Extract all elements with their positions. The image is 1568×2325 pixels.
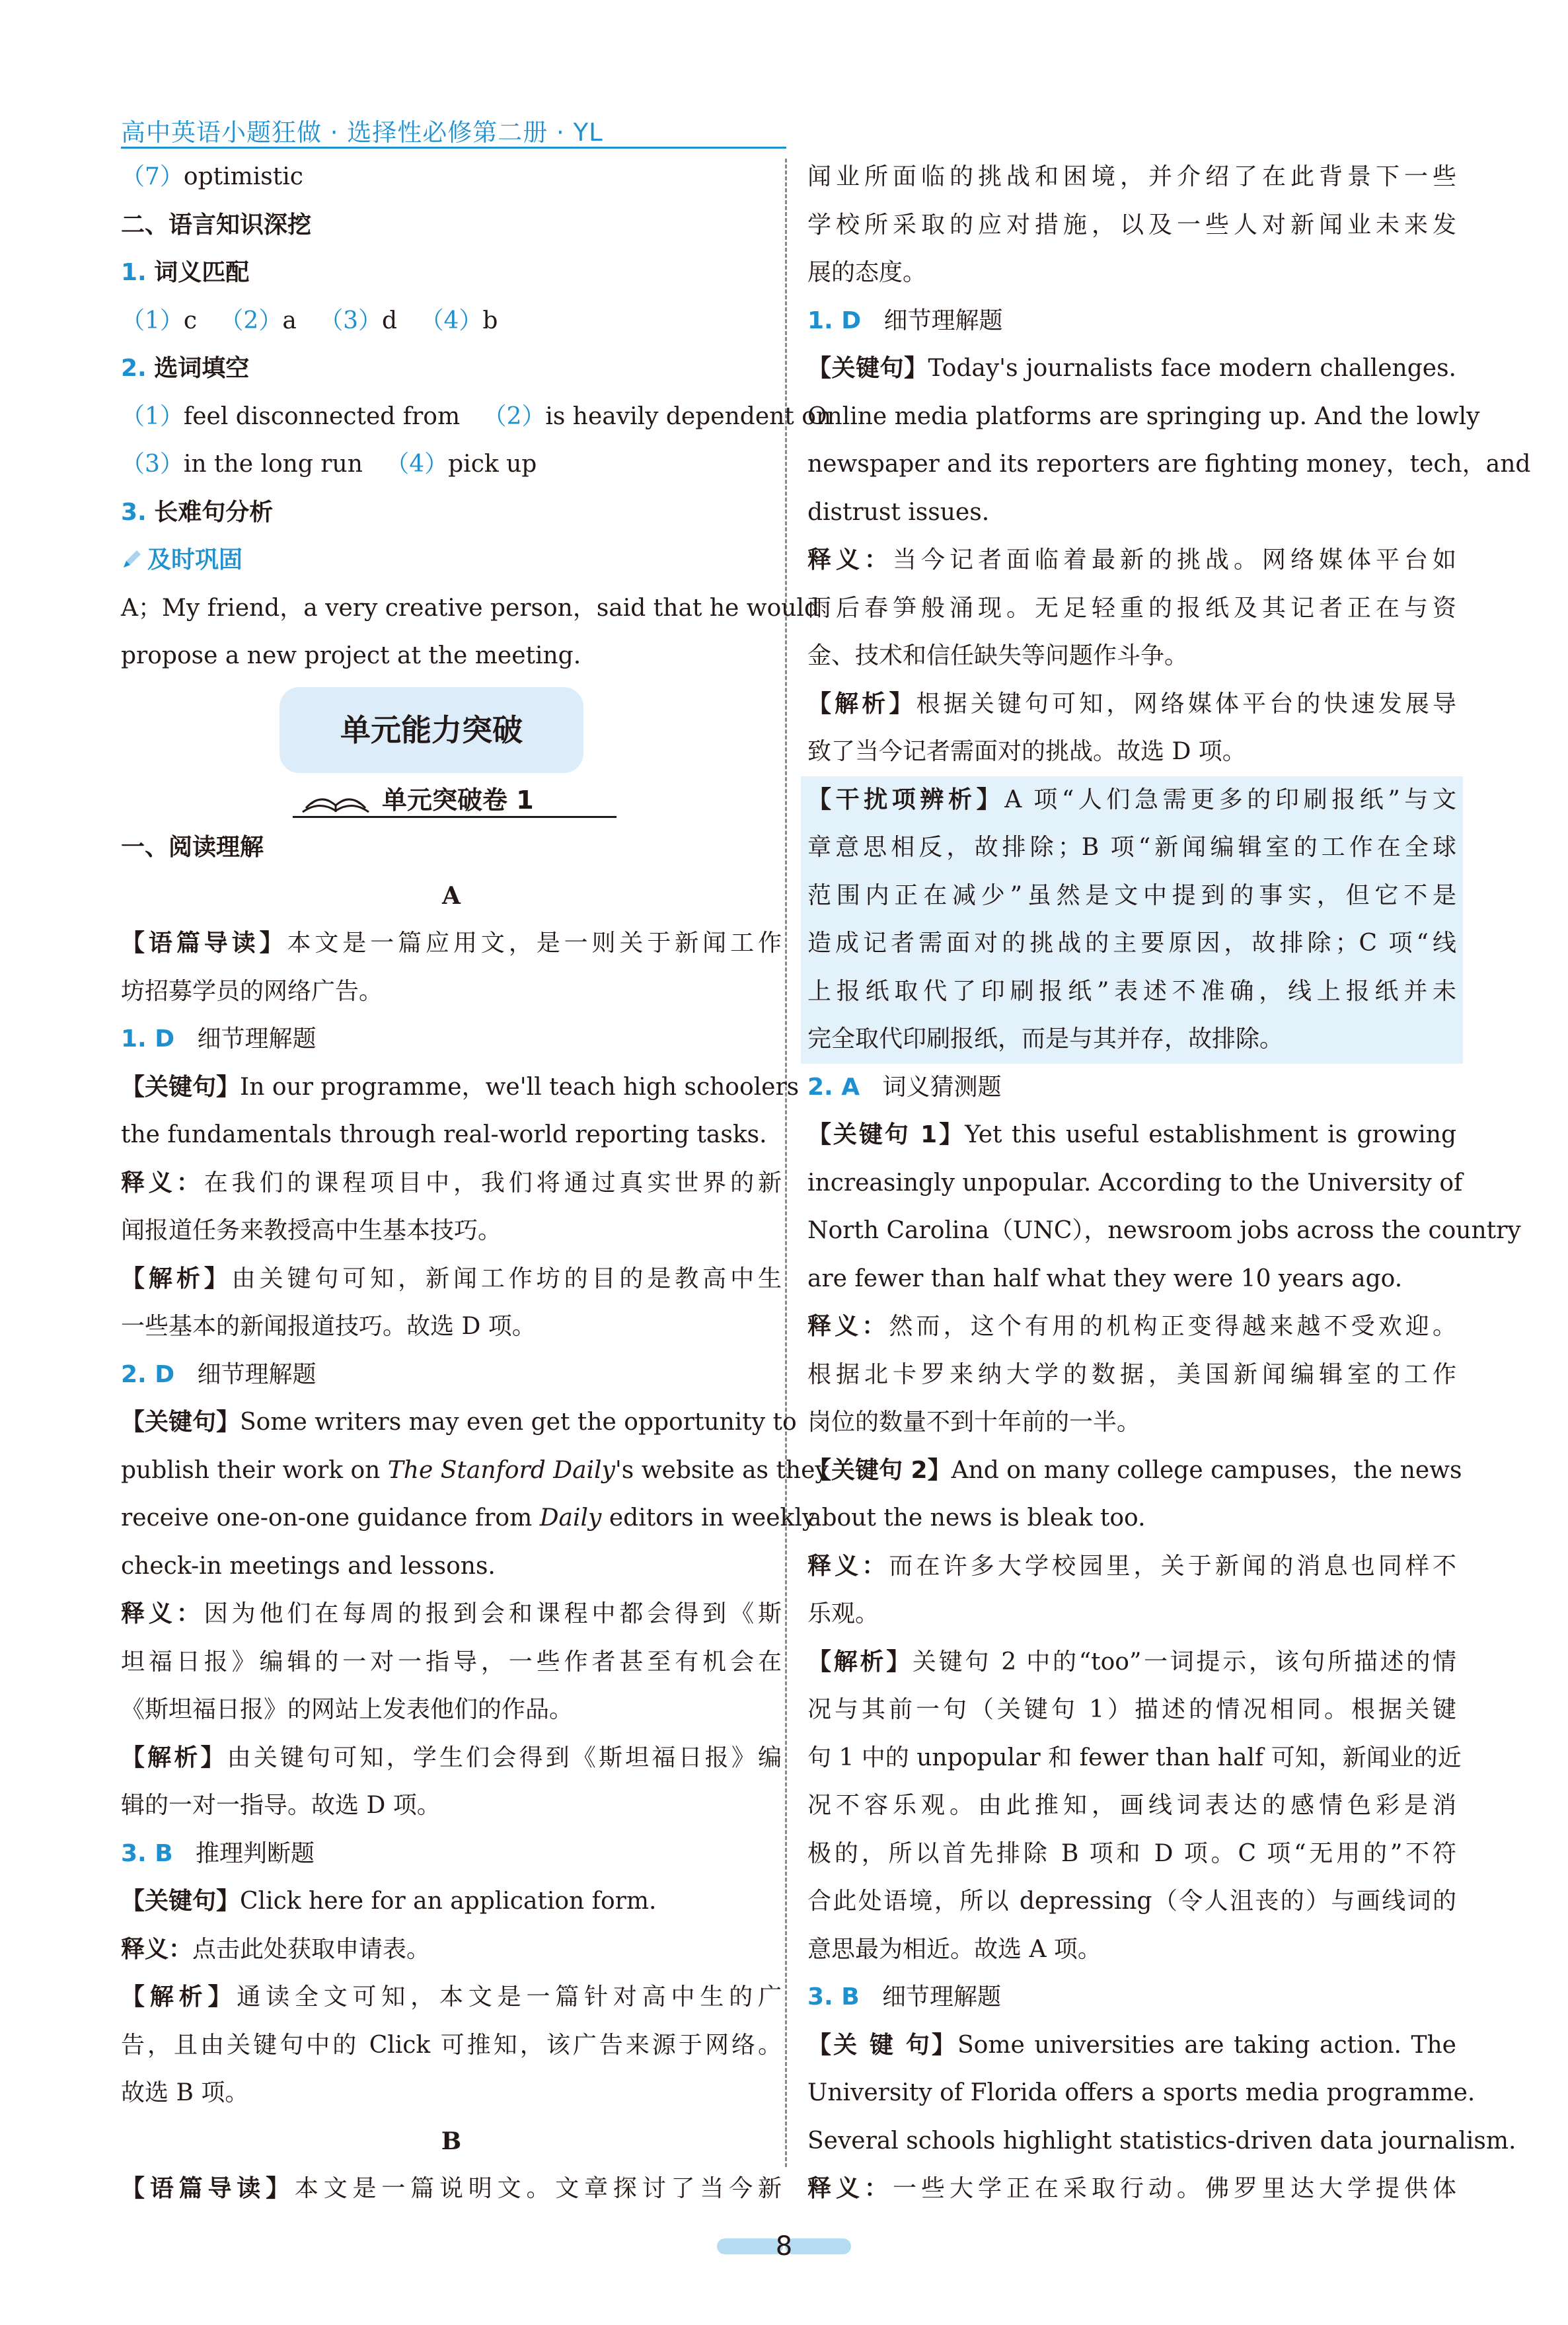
text-line: 【关键句 1】Yet this useful establishment is growing bbox=[807, 1121, 1456, 1148]
text-line: 【关键句】Some writers may even get the opportunity to bbox=[121, 1409, 797, 1436]
text-line: 【解析】通读全文可知，本文是一篇针对高中生的广 bbox=[121, 1983, 782, 2011]
text-line: 【语篇导读】本文是一篇说明文。文章探讨了当今新 bbox=[121, 2175, 782, 2202]
text-line: 根据北卡罗来纳大学的数据，美国新闻编辑室的工作 bbox=[807, 1360, 1456, 1388]
unit-title: 单元能力突破 bbox=[280, 687, 583, 773]
text-line: 《斯坦福日报》的网站上发表他们的作品。 bbox=[121, 1696, 574, 1723]
text-line: 告，且由关键句中的 Click 可推知，该广告来源于网络。 bbox=[121, 2031, 782, 2059]
pencil-icon bbox=[121, 548, 143, 570]
text-line: distrust issues. bbox=[807, 498, 990, 526]
text-line: 【解析】关键句 2 中的“too”一词提示，该句所描述的情 bbox=[807, 1648, 1456, 1676]
text-line: 雨后春笋般涌现。无足轻重的报纸及其记者正在与资 bbox=[807, 594, 1456, 622]
question-heading: 1. D 细节理解题 bbox=[807, 307, 1003, 334]
text-line: 【解析】由关键句可知，新闻工作坊的目的是教高中生 bbox=[121, 1265, 782, 1292]
answer-line: （1）c （2）a （3）d （4）b bbox=[121, 307, 498, 334]
text-line: 闻报道任务来教授高中生基本技巧。 bbox=[121, 1217, 502, 1244]
text-line: 句 1 中的 unpopular 和 fewer than half 可知，新闻业的近 bbox=[807, 1744, 1462, 1771]
question-heading: 2. D 细节理解题 bbox=[121, 1360, 317, 1388]
question-heading: 3. B 细节理解题 bbox=[807, 1983, 1002, 2011]
sub-title: 单元突破卷 1 bbox=[382, 785, 534, 815]
page-number: 8 bbox=[775, 2231, 793, 2262]
text-line: 章意思相反，故排除；B 项“新闻编辑室的工作在全球 bbox=[807, 834, 1456, 861]
unit-title-block bbox=[121, 681, 782, 776]
text-line: receive one-on-one guidance from Daily editors in weekly bbox=[121, 1504, 816, 1532]
header-rule bbox=[121, 147, 786, 149]
text-line: 闻业所面临的挑战和困境，并介绍了在此背景下一些 bbox=[807, 163, 1456, 190]
text-line: 释义：点击此处获取申请表。 bbox=[121, 1935, 431, 1963]
running-header: 高中英语小题狂做 · 选择性必修第二册 · YL bbox=[121, 118, 603, 147]
question-heading: 2. A 词义猜测题 bbox=[807, 1073, 1002, 1101]
text-line: 释义：因为他们在每周的报到会和课程中都会得到《斯 bbox=[121, 1600, 782, 1627]
answer-line: （7）optimistic bbox=[121, 163, 303, 190]
text-line: 坦福日报》编辑的一对一指导，一些作者甚至有机会在 bbox=[121, 1648, 782, 1676]
text-line: 上报纸取代了印刷报纸”表述不准确，线上报纸并未 bbox=[807, 977, 1456, 1005]
text-line: publish their work on The Stanford Daily's website as they bbox=[121, 1456, 829, 1484]
page-footer bbox=[0, 2227, 1568, 2266]
text-line: 释义：在我们的课程项目中，我们将通过真实世界的新 bbox=[121, 1169, 782, 1197]
passage-label: B bbox=[441, 2127, 462, 2155]
text-line: University of Florida offers a sports media programme. bbox=[807, 2079, 1475, 2106]
text-line: 【语篇导读】本文是一篇应用文，是一则关于新闻工作 bbox=[121, 930, 782, 957]
answer-line: （3）in the long run （4）pick up bbox=[121, 451, 537, 478]
text-line: 一些基本的新闻报道技巧。故选 D 项。 bbox=[121, 1313, 536, 1340]
text-line: propose a new project at the meeting. bbox=[121, 642, 581, 669]
text-line: increasingly unpopular. According to the University of bbox=[807, 1169, 1463, 1197]
text-line: 坊招募学员的网络广告。 bbox=[121, 977, 383, 1005]
text-line: 辑的一对一指导。故选 D 项。 bbox=[121, 1792, 441, 1819]
text-line: 致了当今记者需面对的挑战。故选 D 项。 bbox=[807, 738, 1246, 765]
consolidate-heading: 及时巩固 bbox=[121, 536, 782, 585]
text-line: 【关键句 2】And on many college campuses，the news bbox=[807, 1456, 1462, 1484]
text-line: 【关 键 句】Some universities are taking action. The bbox=[807, 2031, 1456, 2059]
text-line: 【关键句】Click here for an application form. bbox=[121, 1888, 657, 1915]
right-column bbox=[807, 153, 1531, 2213]
text-line: Online media platforms are springing up. And the lowly bbox=[807, 402, 1480, 430]
text-line: about the news is bleak too. bbox=[807, 1504, 1146, 1532]
text-line: 释义：然而，这个有用的机构正变得越来越不受欢迎。 bbox=[807, 1313, 1456, 1340]
text-line: 范围内正在减少”虽然是文中提到的事实，但它不是 bbox=[807, 881, 1456, 909]
distractor-analysis-box bbox=[801, 776, 1463, 1064]
text-line: newspaper and its reporters are fighting money，tech，and bbox=[807, 451, 1531, 478]
text-line: 释义：一些大学正在采取行动。佛罗里达大学提供体 bbox=[807, 2175, 1456, 2202]
section-heading: 二、语言知识深挖 bbox=[121, 211, 312, 239]
text-line: 【关键句】In our programme，we'll teach high schoolers bbox=[121, 1073, 800, 1101]
column-divider bbox=[785, 159, 787, 2167]
sub-heading: 3. 长难句分析 bbox=[121, 498, 274, 526]
left-column bbox=[121, 153, 832, 2213]
text-line: 【干扰项辨析】A 项“人们急需更多的印刷报纸”与文 bbox=[807, 786, 1456, 813]
text-line: 金、技术和信任缺失等问题作斗争。 bbox=[807, 642, 1189, 669]
question-heading: 3. B 推理判断题 bbox=[121, 1839, 315, 1867]
text-line: 造成记者需面对的挑战的主要原因，故排除；C 项“线 bbox=[807, 930, 1456, 957]
text-line: 极的，所以首先排除 B 项和 D 项。C 项“无用的”不符 bbox=[807, 1839, 1456, 1867]
text-line: 【解析】根据关键句可知，网络媒体平台的快速发展导 bbox=[807, 690, 1456, 718]
text-line: 合此处语境，所以 depressing（令人沮丧的）与画线词的 bbox=[807, 1888, 1456, 1915]
text-line: 况不容乐观。由此推知，画线词表达的感情色彩是消 bbox=[807, 1792, 1456, 1819]
text-line: 【解析】由关键句可知，学生们会得到《斯坦福日报》编 bbox=[121, 1744, 782, 1771]
text-line: the fundamentals through real-world reporting tasks. bbox=[121, 1121, 767, 1148]
text-line: 学校所采取的应对措施，以及一些人对新闻业未来发 bbox=[807, 211, 1456, 239]
text-line: 意思最为相近。故选 A 项。 bbox=[807, 1935, 1101, 1963]
section-heading: 一、阅读理解 bbox=[121, 834, 264, 861]
text-line: 完全取代印刷报纸，而是与其并存，故排除。 bbox=[807, 1025, 1284, 1052]
text-line: North Carolina（UNC），newsroom jobs across the country bbox=[807, 1217, 1521, 1244]
text-line: check-in meetings and lessons. bbox=[121, 1552, 496, 1580]
sub-heading: 2. 选词填空 bbox=[121, 355, 250, 382]
text-line: 乐观。 bbox=[807, 1600, 879, 1627]
open-book-icon bbox=[299, 786, 372, 815]
text-line: 展的态度。 bbox=[807, 259, 927, 286]
text-line: 释义：而在许多大学校园里，关于新闻的消息也同样不 bbox=[807, 1552, 1456, 1580]
text-line: are fewer than half what they were 10 years ago. bbox=[807, 1265, 1403, 1292]
sub-heading: 1. 词义匹配 bbox=[121, 259, 250, 286]
text-line: 故选 B 项。 bbox=[121, 2079, 249, 2106]
question-heading: 1. D 细节理解题 bbox=[121, 1025, 317, 1052]
text-line: A；My friend，a very creative person，said that he would bbox=[121, 594, 819, 622]
sub-title-underline bbox=[293, 816, 616, 818]
answer-line: （1）feel disconnected from （2）is heavily dependent on bbox=[121, 402, 832, 430]
text-line: 岗位的数量不到十年前的一半。 bbox=[807, 1409, 1141, 1436]
text-line: 释义：当今记者面临着最新的挑战。网络媒体平台如 bbox=[807, 546, 1456, 573]
text-line: Several schools highlight statistics-driven data journalism. bbox=[807, 2127, 1516, 2155]
text-line: 况与其前一句（关键句 1）描述的情况相同。根据关键 bbox=[807, 1696, 1456, 1723]
text-line: 【关键句】Today's journalists face modern challenges. bbox=[807, 355, 1456, 382]
passage-label: A bbox=[442, 881, 461, 910]
sub-title-block bbox=[121, 776, 782, 825]
